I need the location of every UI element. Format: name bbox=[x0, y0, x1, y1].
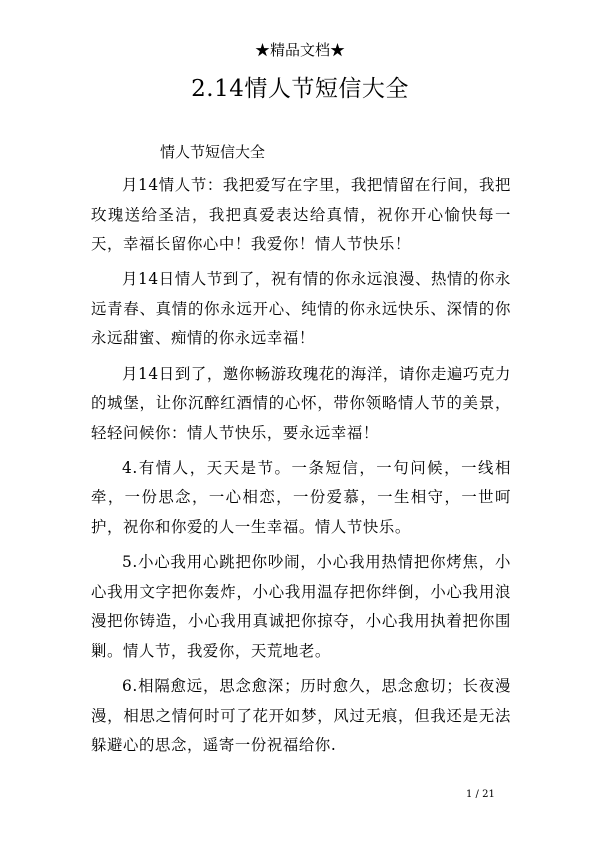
document-body bbox=[91, 171, 511, 766]
document-title: 2.14情人节短信大全 bbox=[191, 76, 409, 102]
paragraph-2: 月14日情人节到了，祝有情的你永远浪漫、热情的你永远青春、真情的你永远开心、纯情的你永远快乐、深情的你永远甜蜜、痴情的你永远幸福！ bbox=[91, 270, 511, 348]
paragraph-5: 5.小心我用心跳把你吵闹，小心我用热情把你烤焦，小心我用文字把你轰炸，小心我用温存把你绊倒，小心我用浪漫把你铸造，小心我用真诚把你掠夺，小心我用执着把你围剿。情人节，我爱你，天荒地老。 bbox=[91, 553, 511, 660]
section-title: 情人节短信大全 bbox=[160, 143, 266, 161]
paragraph-1: 月14情人节：我把爱写在字里，我把情留在行间，我把玫瑰送给圣洁，我把真爱表达给真情，祝你开心愉快每一天，幸福长留你心中！我爱你！情人节快乐！ bbox=[91, 176, 511, 254]
header-mark: ★精品文档★ bbox=[254, 41, 345, 59]
page-number: 1 / 21 bbox=[466, 789, 495, 800]
paragraph-3: 月14日到了，邀你畅游玫瑰花的海洋，请你走遍巧克力的城堡，让你沉醉红酒情的心怀，带你领略情人节的美景，轻轻问候你：情人节快乐，要永远幸福！ bbox=[91, 364, 511, 442]
paragraph-4: 4.有情人，天天是节。一条短信，一句问候，一线相牵，一份思念，一心相恋，一份爱慕，一生相守，一世呵护，祝你和你爱的人一生幸福。情人节快乐。 bbox=[91, 458, 511, 537]
paragraph-6: 6.相隔愈远，思念愈深；历时愈久，思念愈切；长夜漫漫，相思之情何时可了花开如梦，风过无痕，但我还是无法躲避心的思念，遥寄一份祝福给你. bbox=[91, 677, 511, 755]
